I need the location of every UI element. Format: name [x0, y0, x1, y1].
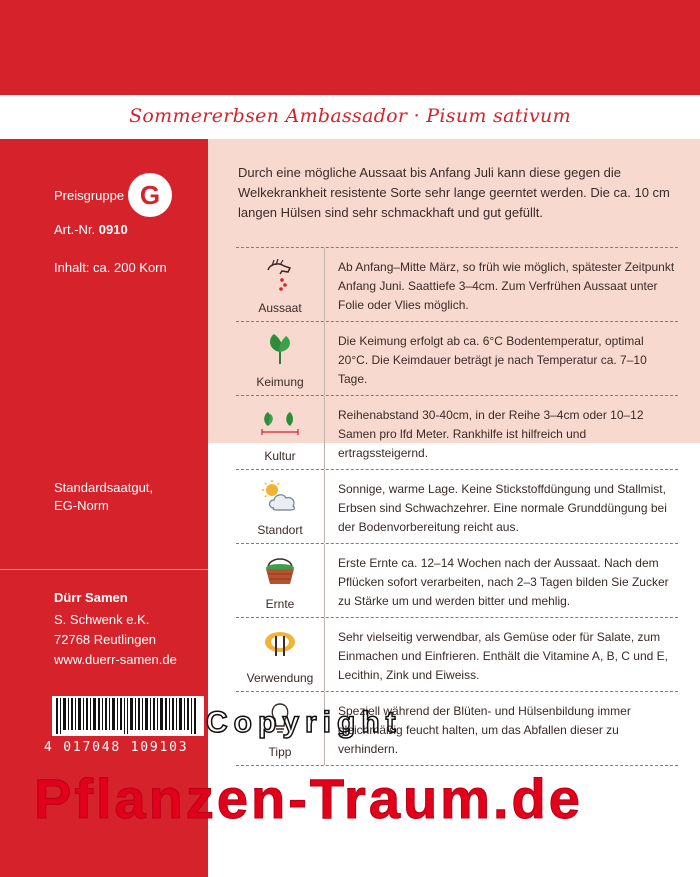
row-label: Kultur: [264, 449, 296, 463]
row-text: Reihenabstand 30-40cm, in der Reihe 3–4cm oder 10–12 Samen pro lfd Meter. Rankhilfe ist hilfreich und ertragssteigernd.: [338, 408, 644, 460]
row-label: Aussaat: [258, 301, 302, 315]
sun-cloud-icon: [260, 478, 300, 514]
table-row-kultur: [236, 395, 678, 469]
standard-line2: EG-Norm: [54, 498, 109, 513]
row-text: Erste Ernte ca. 12–14 Wochen nach der Aussaat. Nach dem Pflücken sofort verarbeiten, nach 2–3 Tagen bilden Sie Zucker zu Stärke um und werden bitter und mehlig.: [338, 556, 669, 608]
table-row-keimung: [236, 321, 678, 395]
product-title: Sommererbsen Ambassador · Pisum sativum: [129, 105, 571, 127]
row-label: Verwendung: [246, 671, 314, 685]
standard-line1: Standardsaatgut,: [54, 480, 154, 495]
table-row-ernte: [236, 543, 678, 617]
harvest-basket-icon: [260, 552, 300, 588]
article-number: [54, 221, 128, 239]
top-red-band: [0, 0, 700, 95]
company-address2: 72768 Reutlingen: [54, 632, 156, 647]
plate-cutlery-icon: [260, 626, 300, 662]
table-row-verwendung: [236, 617, 678, 691]
intro-text: Durch eine mögliche Aussaat bis Anfang Juli kann diese gegen die Welkekrankheit resistente Sorte sehr lange geerntet werden. Die ca. 10 cm langen Hülsen sind sehr schmackhaft und gut gefüllt.: [238, 165, 670, 220]
row-text: Die Keimung erfolgt ab ca. 6°C Bodentemperatur, optimal 20°C. Die Keimdauer beträgt je nach Temperatur ca. 7–10 Tage.: [338, 334, 647, 386]
article-value: 0910: [98, 222, 128, 237]
watermark-site: Pflanzen-Traum.de: [34, 767, 583, 830]
article-label: Art.-Nr.: [54, 222, 96, 237]
row-text: Speziell während der Blüten- und Hülsenbildung immer gleichmäßig feucht halten, um das Abfallen dieser zu verhindern.: [338, 704, 631, 756]
watermark-copyright: Copyright: [206, 706, 402, 739]
row-label: Standort: [257, 523, 303, 537]
company-website[interactable]: www.duerr-samen.de: [54, 652, 177, 667]
row-label: Ernte: [265, 597, 295, 611]
seedling-icon: [260, 330, 300, 366]
row-text: Sonnige, warme Lage. Keine Stickstoffdüngung und Stallmist, Erbsen sind Schwachzehrer. Eine normale Grunddüngung bei der Bodenvorbereitung reicht aus.: [338, 482, 667, 534]
barcode-bars: [56, 698, 200, 734]
row-label: Tipp: [268, 745, 292, 759]
sowing-hand-icon: [260, 256, 300, 292]
table-row-aussaat: [236, 247, 678, 321]
barcode-digits: 4 017048 109103: [44, 740, 189, 755]
content-amount: Inhalt: ca. 200 Korn: [54, 260, 167, 275]
title-band: [0, 95, 700, 140]
company-name: Dürr Samen: [54, 590, 128, 605]
table-row-standort: [236, 469, 678, 543]
barcode: [52, 696, 204, 736]
row-label: Keimung: [256, 375, 304, 389]
sidebar-divider: [0, 569, 208, 570]
info-table: [236, 247, 678, 766]
company-address1: S. Schwenk e.K.: [54, 612, 150, 627]
row-text: Ab Anfang–Mitte März, so früh wie möglich, spätester Zeitpunkt Anfang Juni. Saattiefe 3–4cm. Zum Verfrühen Aussaat unter Folie oder Vlies möglich.: [338, 260, 675, 312]
preisgruppe-badge: G: [128, 173, 172, 217]
plant-spacing-icon: [260, 404, 300, 440]
row-text: Sehr vielseitig verwendbar, als Gemüse oder für Salate, zum Einmachen und Einfrieren. Enthält die Vitamine A, B, C und E, Lecithin, Zink und Eiweiss.: [338, 630, 668, 682]
preisgruppe-label: Preisgruppe: [54, 188, 125, 203]
